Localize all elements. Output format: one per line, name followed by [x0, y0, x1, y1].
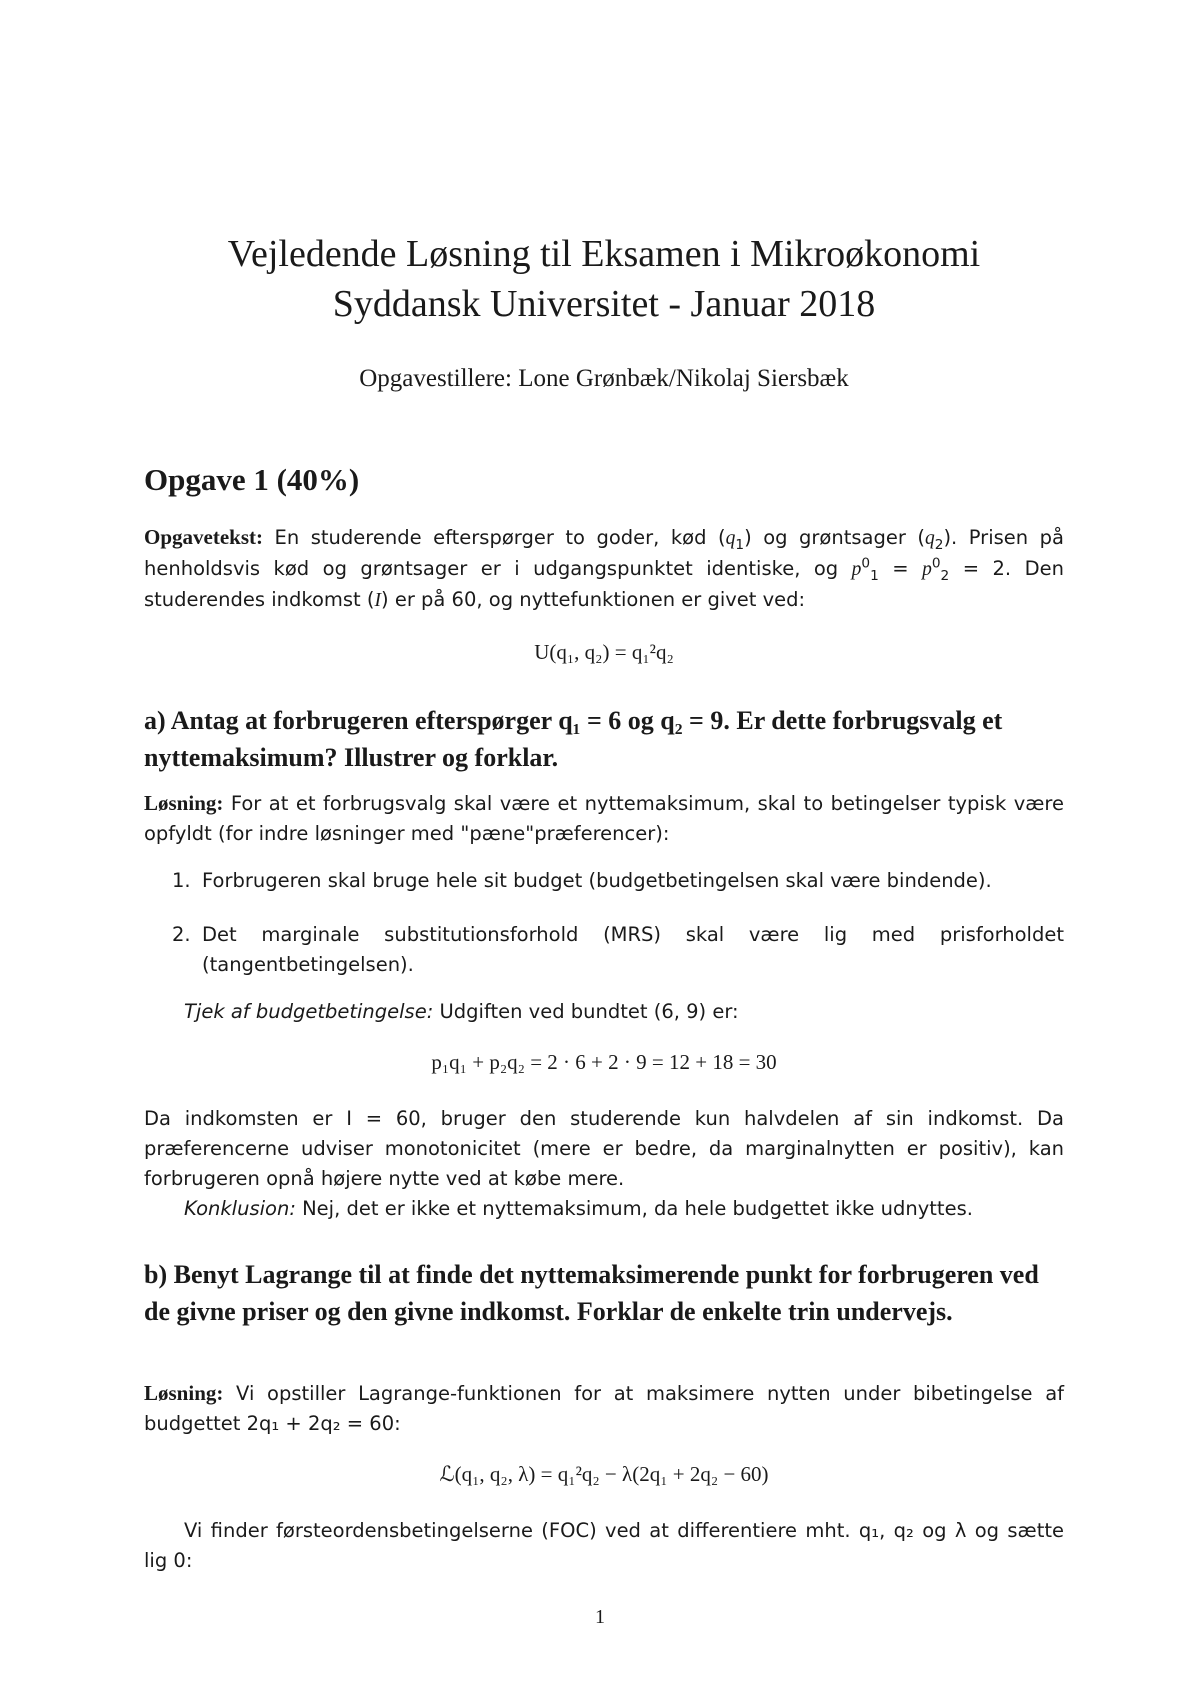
lagrange-formula: ℒ(q₁, q₂, λ) = q₁²q₂ − λ(2q₁ + 2q₂ − 60) [439, 1462, 769, 1486]
condition-2-number: 2. [172, 923, 191, 946]
conclusion-text: Nej, det er ikke et nyttemaksimum, da hele budgettet ikke udnyttes. [302, 1197, 973, 1220]
conclusion-a [144, 1194, 1064, 1224]
title-line-1: Vejledende Løsning til Eksamen i Mikroøkonomi [227, 233, 981, 275]
task-text-1: En studerende efterspørger to goder, kød ( [274, 526, 726, 549]
page-number: 1 [595, 1606, 605, 1628]
authors: Opgavestillere: Lone Grønbæk/Nikolaj Siersbæk [359, 365, 849, 392]
section-heading-opgave-1: Opgave 1 (40%) [144, 462, 360, 497]
solution-b [144, 1378, 1064, 1439]
title-line-2: Syddansk Universitet - Januar 2018 [332, 283, 876, 325]
budget-check-label: Tjek af budgetbetingelse: [184, 1000, 434, 1023]
condition-2-text: Det marginale substitutionsforhold (MRS) skal være lig med prisforholdet (tangentbetingelsen). [202, 923, 1064, 976]
question-a-heading: a) Antag at forbrugeren efterspørger q₁ = 6 og q₂ = 9. Er dette forbrugsvalg et nyttemaksimum? Illustrer og forklar. [144, 706, 1003, 772]
solution-a-label: Løsning: [144, 791, 224, 815]
condition-1-number: 1. [172, 869, 191, 892]
solution-a-intro [144, 788, 1064, 849]
conclusion-label: Konklusion: [184, 1197, 296, 1220]
solution-b-text: Vi opstiller Lagrange-funktionen for at maksimere nytten under bibetingelse af budgettet 2q₁ + 2q₂ = 60: [144, 1382, 1065, 1435]
budget-formula: p₁q₁ + p₂q₂ = 2 · 6 + 2 · 9 = 12 + 18 = 30 [431, 1050, 777, 1074]
foc-text: Vi finder førsteordensbetingelserne (FOC) ved at differentiere mht. q₁, q₂ og λ og sætte lig 0: [144, 1519, 1064, 1572]
task-text-3: ). Prisen på henholdsvis kød og grøntsager er i udgangspunktet identiske, og [144, 526, 1064, 580]
solution-b-label: Løsning: [144, 1381, 224, 1405]
budget-check-text: Udgiften ved bundtet (6, 9) er: [439, 1000, 739, 1023]
task-label: Opgavetekst: [144, 525, 263, 549]
budget-check [144, 997, 1064, 1027]
task-text-5: ) er på 60, og nyttefunktionen er givet ved: [381, 588, 806, 611]
task-text-2: ) og grøntsager ( [744, 526, 925, 549]
explanation-a: Da indkomsten er I = 60, bruger den studerende kun halvdelen af sin indkomst. Da præferencerne udviser monotonicitet (mere er bedre, da marginalnytten er positiv), kan forbrugeren opnå højere nytte ved at købe mere. [144, 1107, 1064, 1190]
condition-1-text: Forbrugeren skal bruge hele sit budget (budgetbetingelsen skal være bindende). [202, 869, 992, 892]
task-text-4: . Den studerendes indkomst ( [144, 557, 1064, 611]
question-b-heading: b) Benyt Lagrange til at finde det nyttemaksimerende punkt for forbrugeren ved de givne priser og den givne indkomst. Forklar de enkelte trin undervejs. [144, 1260, 1039, 1326]
solution-a-intro-text: For at et forbrugsvalg skal være et nyttemaksimum, skal to betingelser typisk være opfyldt (for indre løsninger med "pæne"præferencer): [144, 792, 1064, 845]
task-text: Opgavetekst: En studerende efterspørger to goder, kød $(q_1)$ og grøntsager $(q_2)$. Prisen på henholdsvis kød og grøntsager er i udgangspunktet identiske, og $p^0_1 = p^0_2 = 2$. Den studerendes indkomst (I) er på 60, og nyttefunktionen er givet ved: [144, 525, 1064, 611]
utility-formula: U(q₁, q₂) = q₁²q₂ [534, 640, 674, 664]
